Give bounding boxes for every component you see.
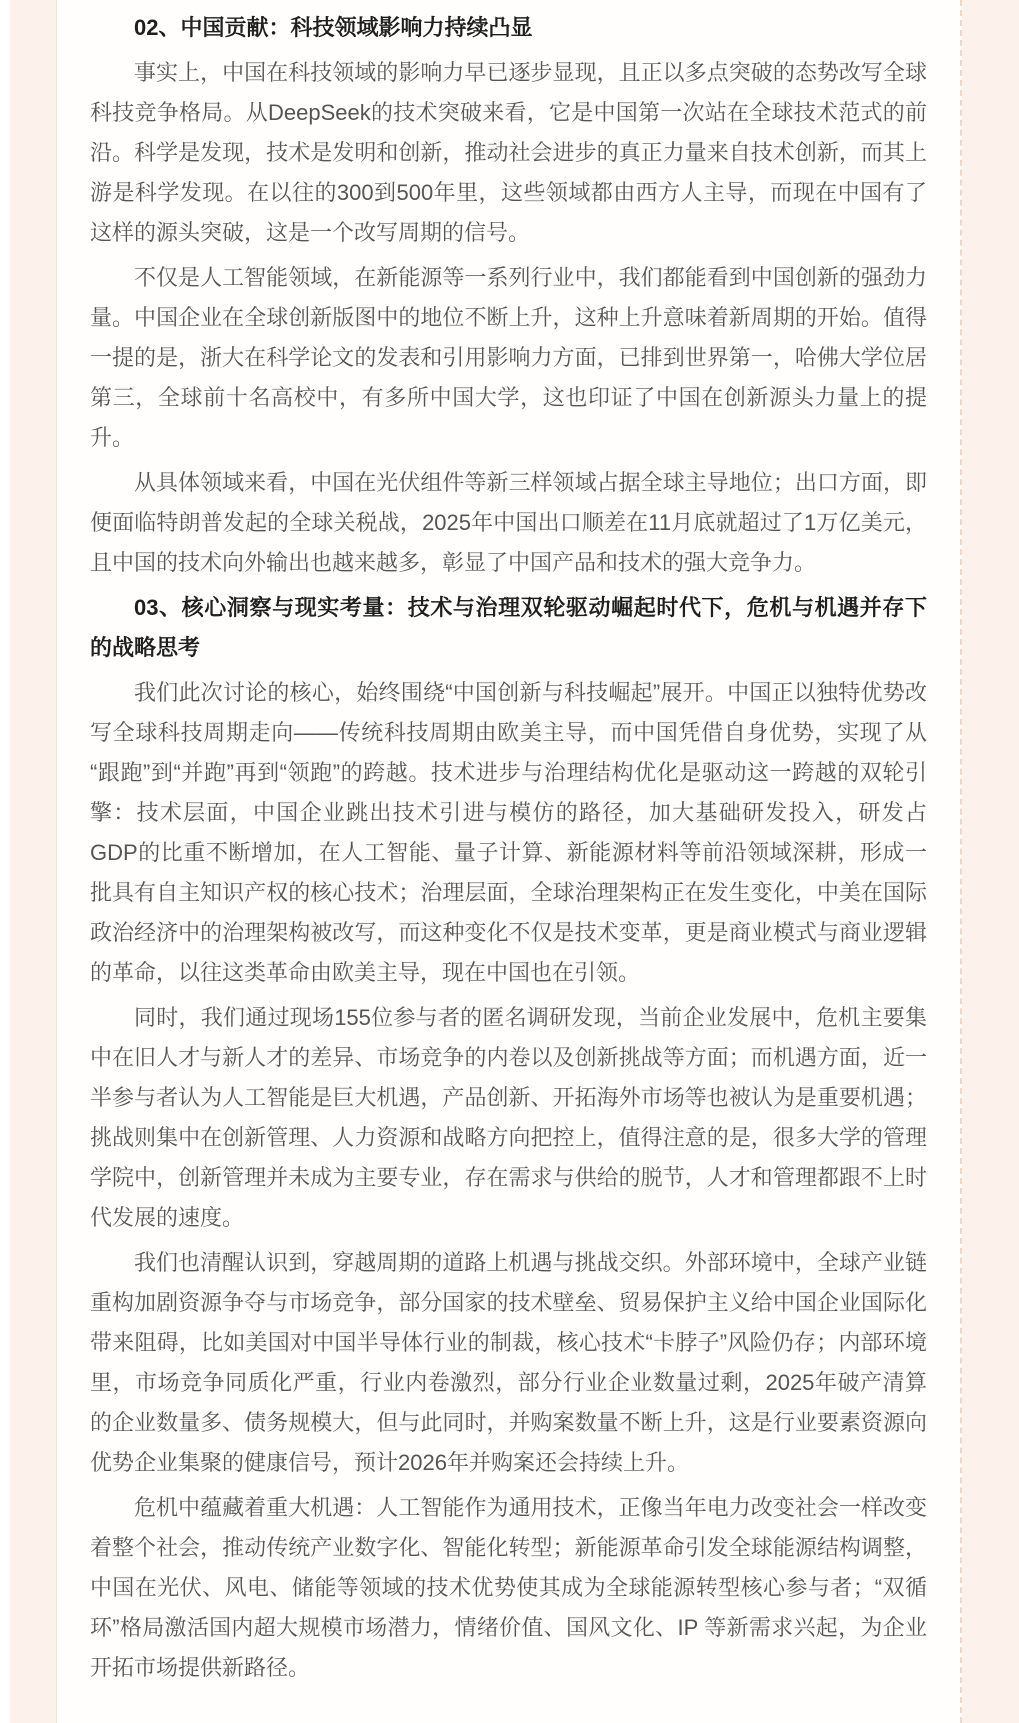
section-heading-03: 03、核心洞察与现实考量：技术与治理双轮驱动崛起时代下，危机与机遇并存下的战略思考 [90, 595, 927, 660]
article-card [56, 0, 962, 1723]
paragraph: 同时，我们通过现场155位参与者的匿名调研发现，当前企业发展中，危机主要集中在旧人才与新人才的差异、市场竞争的内卷以及创新挑战等方面；而机遇方面，近一半参与者认为人工智能是巨大机遇，产品创新、开拓海外市场等也被认为是重要机遇；挑战则集中在创新管理、人力资源和战略方向把控上，值得注意的是，很多大学的管理学院中，创新管理并未成为主要专业，存在需求与供给的脱节，人才和管理都跟不上时代发展的速度。 [90, 1005, 927, 1230]
paragraph: 从具体领域来看，中国在光伏组件等新三样领域占据全球主导地位；出口方面，即便面临特朗普发起的全球关税战，2025年中国出口顺差在11月底就超过了1万亿美元，且中国的技术向外输出也越来越多，彰显了中国产品和技术的强大竞争力。 [90, 470, 927, 575]
paragraph: 我们也清醒认识到，穿越周期的道路上机遇与挑战交织。外部环境中，全球产业链重构加剧资源争夺与市场竞争，部分国家的技术壁垒、贸易保护主义给中国企业国际化带来阻碍，比如美国对中国半导体行业的制裁，核心技术“卡脖子”风险仍存；内部环境里，市场竞争同质化严重，行业内卷激烈，部分行业企业数量过剩，2025年破产清算的企业数量多、债务规模大，但与此同时，并购案数量不断上升，这是行业要素资源向优势企业集聚的健康信号，预计2026年并购案还会持续上升。 [90, 1250, 927, 1475]
paragraph: 我们此次讨论的核心，始终围绕“中国创新与科技崛起”展开。中国正以独特优势改写全球科技周期走向——传统科技周期由欧美主导，而中国凭借自身优势，实现了从“跟跑”到“并跑”再到“领跑”的跨越。技术进步与治理结构优化是驱动这一跨越的双轮引擎：技术层面，中国企业跳出技术引进与模仿的路径，加大基础研发投入，研发占GDP的比重不断增加，在人工智能、量子计算、新能源材料等前沿领域深耕，形成一批具有自主知识产权的核心技术；治理层面，全球治理架构正在发生变化，中美在国际政治经济中的治理架构被改写，而这种变化不仅是技术变革，更是商业模式与商业逻辑的革命，以往这类革命由欧美主导，现在中国也在引领。 [90, 680, 927, 985]
paragraph: 危机中蕴藏着重大机遇：人工智能作为通用技术，正像当年电力改变社会一样改变着整个社会，推动传统产业数字化、智能化转型；新能源革命引发全球能源结构调整，中国在光伏、风电、储能等领域的技术优势使其成为全球能源转型核心参与者；“双循环”格局激活国内超大规模市场潜力，情绪价值、国风文化、IP 等新需求兴起，为企业开拓市场提供新路径。 [90, 1495, 927, 1680]
section-heading-02: 02、中国贡献：科技领域影响力持续凸显 [134, 15, 533, 40]
paragraph: 不仅是人工智能领域，在新能源等一系列行业中，我们都能看到中国创新的强劲力量。中国企业在全球创新版图中的地位不断上升，这种上升意味着新周期的开始。值得一提的是，浙大在科学论文的发表和引用影响力方面，已排到世界第一，哈佛大学位居第三，全球前十名高校中，有多所中国大学，这也印证了中国在创新源头力量上的提升。 [90, 265, 927, 450]
paragraph: 事实上，中国在科技领域的影响力早已逐步显现，且正以多点突破的态势改写全球科技竞争格局。从DeepSeek的技术突破来看，它是中国第一次站在全球技术范式的前沿。科学是发现，技术是发明和创新，推动社会进步的真正力量来自技术创新，而其上游是科学发现。在以往的300到500年里，这些领域都由西方人主导，而现在中国有了这样的源头突破，这是一个改写周期的信号。 [90, 60, 927, 245]
